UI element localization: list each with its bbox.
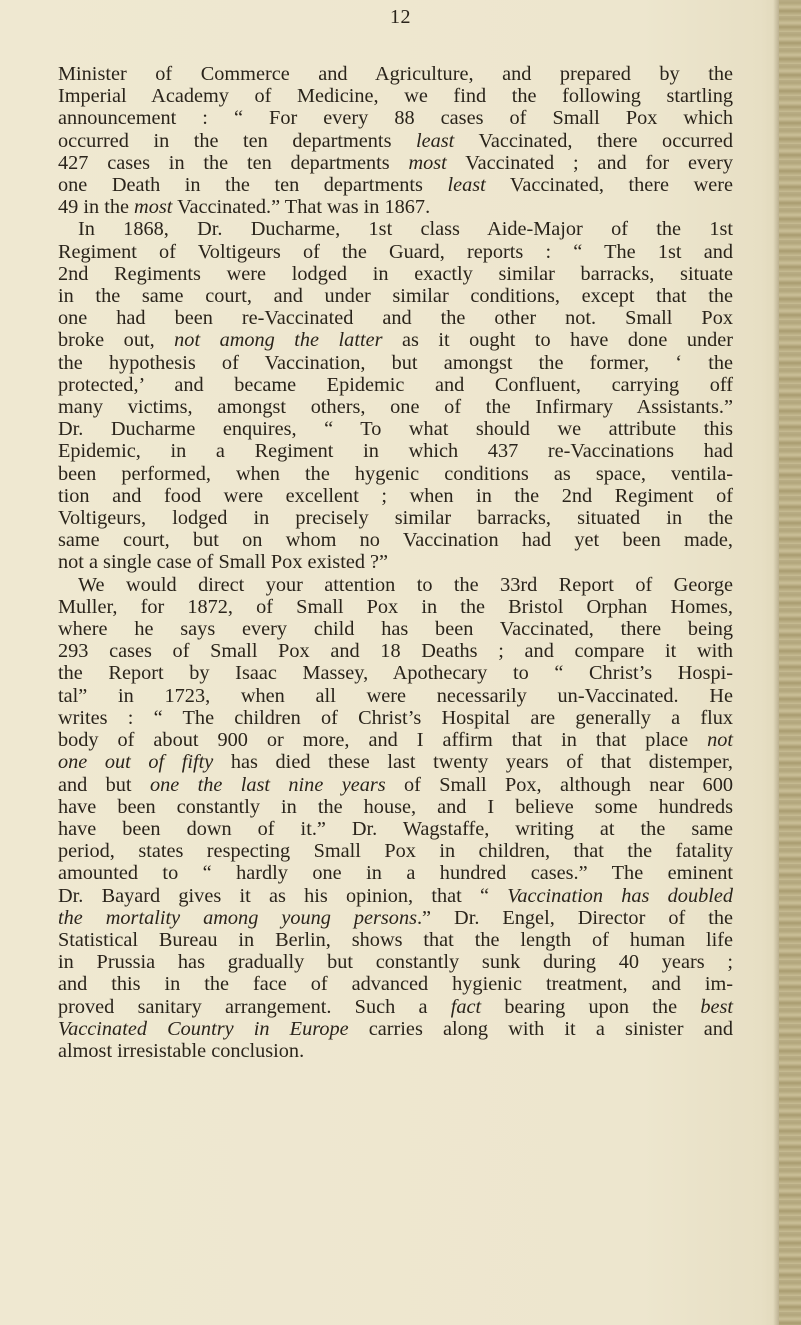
text-line xyxy=(58,774,733,796)
text-run: proved sanitary arrangement. Such a xyxy=(58,995,451,1018)
text-run: broke out, xyxy=(58,329,175,352)
italic-run: Vaccinated Country in Europe xyxy=(58,1017,349,1040)
italic-run: not xyxy=(707,729,733,752)
text-run: Vaccinated, there occurred xyxy=(454,129,733,152)
text-line: and this in the face of advanced hygienic treatment, and im- xyxy=(58,973,733,996)
text-line: the hypothesis of Vaccination, but amongst the former, ‘ the xyxy=(58,351,733,374)
text-line: Dr. Ducharme enquires, “ To what should we attribute this xyxy=(58,418,733,441)
text-run: Vaccinated, there were xyxy=(485,174,733,197)
text-line: not a single case of Small Pox existed ?” xyxy=(58,551,389,574)
italic-run: least xyxy=(415,129,455,152)
text-line: 2nd Regiments were lodged in exactly similar barracks, situate xyxy=(58,262,733,285)
italic-run: least xyxy=(447,174,486,197)
italic-run: one out of fifty xyxy=(58,751,214,774)
text-line: period, states respecting Small Pox in children, that the fatality xyxy=(58,840,733,863)
italic-run: best xyxy=(700,995,733,1018)
text-run: 49 in the xyxy=(58,196,135,219)
text-line: tion and food were excellent ; when in the 2nd Regiment of xyxy=(58,484,733,507)
italic-run: fact xyxy=(450,995,482,1018)
text-line: been performed, when the hygenic conditions as space, ventila- xyxy=(58,462,733,485)
text-run: carries along with it a sinister and xyxy=(348,1017,733,1040)
text-line: tal” in 1723, when all were necessarily un-Vaccinated. He xyxy=(58,684,733,707)
text-line: We would direct your attention to the 33rd Report of George xyxy=(78,573,733,596)
body-text xyxy=(58,63,733,1062)
text-line xyxy=(58,152,733,174)
text-line: have been constantly in the house, and I believe some hundreds xyxy=(58,795,733,818)
text-run: Dr. Bayard gives it as his opinion, that “ xyxy=(58,884,508,907)
text-line xyxy=(58,907,733,929)
text-run: occurred in the ten departments xyxy=(58,129,416,152)
text-run: as it ought to have done under xyxy=(382,329,733,352)
text-run: has died these last twenty years of that distemper, xyxy=(213,751,733,774)
text-run: body of about 900 or more, and I affirm that in that place xyxy=(58,729,708,752)
text-run: one Death in the ten departments xyxy=(58,174,448,197)
text-line: amounted to “ hardly one in a hundred cases.” The eminent xyxy=(58,862,733,885)
italic-run: most xyxy=(134,196,173,219)
text-line: Statistical Bureau in Berlin, shows that the length of human life xyxy=(58,928,733,951)
text-run: .” Dr. Engel, Director of the xyxy=(416,906,733,929)
text-line: where he says every child has been Vaccinated, there being xyxy=(58,618,733,641)
text-run: of Small Pox, although near 600 xyxy=(385,773,733,796)
text-line xyxy=(58,729,733,751)
text-line: the Report by Isaac Massey, Apothecary to “ Christ’s Hospi- xyxy=(58,662,733,685)
text-run: Vaccinated ; and for every xyxy=(446,151,733,174)
text-line xyxy=(58,996,733,1018)
italic-run: one the last nine years xyxy=(149,773,386,796)
text-line: almost irresistable conclusion. xyxy=(58,1039,305,1062)
text-line: 293 cases of Small Pox and 18 Deaths ; and compare it with xyxy=(58,640,733,663)
text-line xyxy=(58,196,733,218)
text-line: In 1868, Dr. Ducharme, 1st class Aide-Major of the 1st xyxy=(78,218,733,241)
text-line xyxy=(58,885,733,907)
text-run: and but xyxy=(58,773,150,796)
text-line: in the same court, and under similar conditions, except that the xyxy=(58,285,733,308)
italic-run: not among the latter xyxy=(174,329,383,352)
text-line xyxy=(58,1018,733,1040)
text-line xyxy=(58,329,733,351)
text-run: Vaccinated.” That was in 1867. xyxy=(172,196,431,219)
text-line: writes : “ The children of Christ’s Hospital are generally a flux xyxy=(58,706,733,729)
italic-run: most xyxy=(408,151,447,174)
text-line: Minister of Commerce and Agriculture, and prepared by the xyxy=(58,63,733,85)
text-line: announcement : “ For every 88 cases of Small Pox which xyxy=(58,107,733,130)
page-number: 12 xyxy=(390,6,411,28)
text-line: protected,’ and became Epidemic and Confluent, carrying off xyxy=(58,373,733,396)
text-line: one had been re-Vaccinated and the other not. Small Pox xyxy=(58,307,733,330)
text-line: Regiment of Voltigeurs of the Guard, reports : “ The 1st and xyxy=(58,240,733,263)
text-line xyxy=(58,130,733,152)
text-line xyxy=(58,751,733,773)
text-run: 427 cases in the ten departments xyxy=(58,151,409,174)
italic-run: the mortality among young persons xyxy=(58,906,417,929)
text-line: Epidemic, in a Regiment in which 437 re-Vaccinations had xyxy=(58,440,733,463)
text-line: Voltigeurs, lodged in precisely similar barracks, situated in the xyxy=(58,507,733,530)
text-line xyxy=(58,174,733,196)
text-line: Muller, for 1872, of Small Pox in the Bristol Orphan Homes, xyxy=(58,595,733,618)
page-edge-shadow xyxy=(779,0,801,1325)
text-run: bearing upon the xyxy=(481,995,701,1018)
text-line: Imperial Academy of Medicine, we find the following startling xyxy=(58,85,733,108)
text-line: many victims, amongst others, one of the Infirmary Assistants.” xyxy=(58,396,733,419)
text-line: same court, but on whom no Vaccination had yet been made, xyxy=(58,529,733,552)
text-line: have been down of it.” Dr. Wagstaffe, writing at the same xyxy=(58,817,733,840)
text-line: in Prussia has gradually but constantly sunk during 40 years ; xyxy=(58,951,733,974)
italic-run: Vaccination has doubled xyxy=(507,884,734,907)
